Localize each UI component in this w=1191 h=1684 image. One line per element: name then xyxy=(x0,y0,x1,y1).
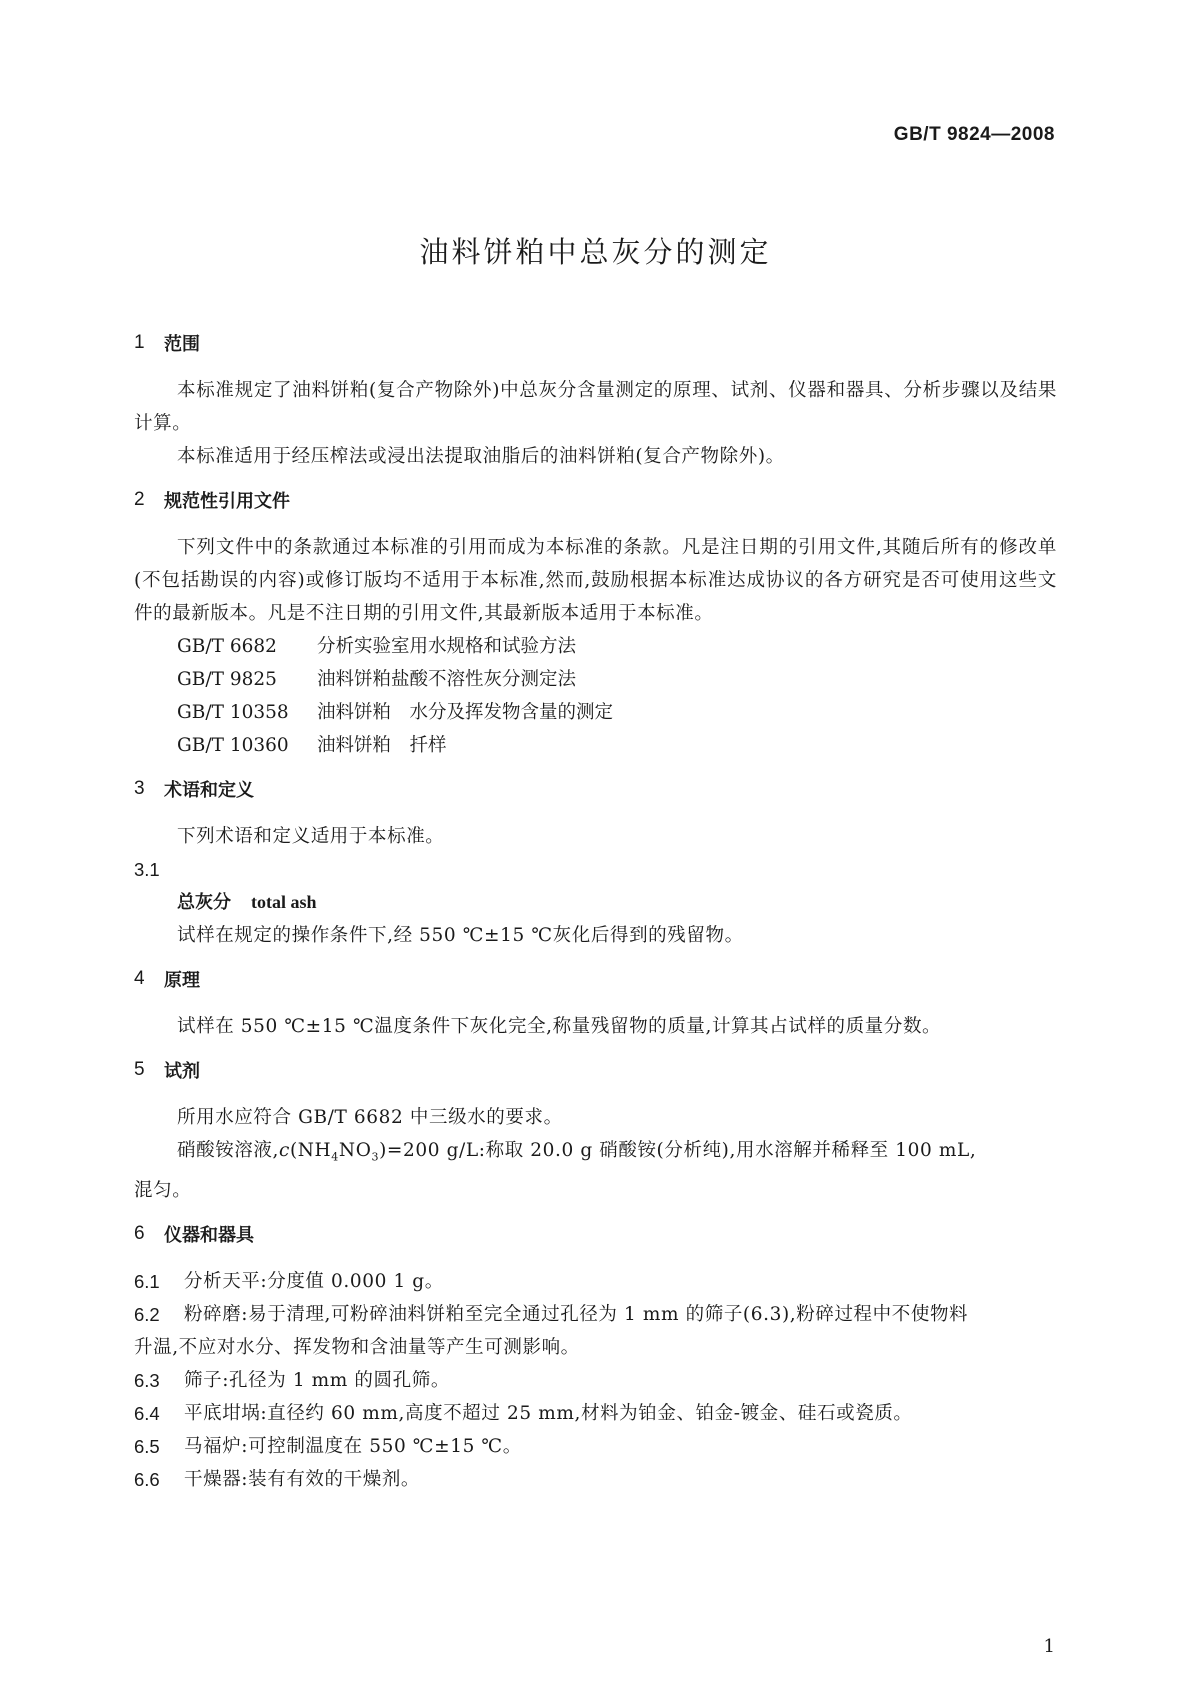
section-4-heading xyxy=(134,966,1057,992)
section-number: 2 xyxy=(134,489,145,510)
item-text: 粉碎磨:易于清理,可粉碎油料饼粕至完全通过孔径为 1 mm 的筛子(6.3),粉碎过程中不使物料 xyxy=(184,1303,969,1325)
paragraph: 本标准规定了油料饼粕(复合产物除外)中总灰分含量测定的原理、试剂、仪器和器具、分析步骤以及结果计算。 xyxy=(134,380,1057,434)
reference-code: GB/T 10358 xyxy=(177,702,289,723)
term-definition: 试样在规定的操作条件下,经 550 ℃±15 ℃灰化后得到的残留物。 xyxy=(177,925,744,946)
paragraph: 试样在 550 ℃±15 ℃温度条件下灰化完全,称量残留物的质量,计算其占试样的质量分数。 xyxy=(177,1016,942,1037)
item-number: 6.3 xyxy=(134,1369,160,1391)
reference-title: 油料饼粕盐酸不溶性灰分测定法 xyxy=(317,669,577,690)
subscript: 4 xyxy=(331,1150,339,1164)
section-title: 仪器和器具 xyxy=(164,1224,254,1246)
term-en: total ash xyxy=(251,892,317,912)
reference-code: GB/T 9825 xyxy=(177,669,277,690)
list-item xyxy=(134,1298,1057,1331)
page-number: 1 xyxy=(1043,1636,1055,1657)
text-run: 硝酸铵溶液, xyxy=(177,1140,279,1161)
text-run: NO xyxy=(338,1140,372,1161)
text-run: (NH xyxy=(289,1140,332,1161)
term-zh: 总灰分 xyxy=(177,892,231,913)
subscript: 3 xyxy=(371,1150,380,1164)
paragraph: 下列文件中的条款通过本标准的引用而成为本标准的条款。凡是注日期的引用文件,其随后所有的修改单(不包括勘误的内容)或修订版均不适用于本标准,然而,鼓励根据本标准达成协议的各方研究是否可使用这些文件的最新版本。凡是不注日期的引用文件,其最新版本适用于本标准。 xyxy=(134,537,1057,624)
paragraph: 下列术语和定义适用于本标准。 xyxy=(177,826,445,847)
section-2-heading xyxy=(134,487,1057,513)
page-title: 油料饼粕中总灰分的测定 xyxy=(419,235,772,269)
section-number: 3 xyxy=(134,778,145,799)
term-heading xyxy=(134,886,1057,919)
text-run: c xyxy=(278,1140,290,1161)
document-body xyxy=(134,330,1057,1496)
reference-code: GB/T 6682 xyxy=(177,636,277,657)
item-number: 6.2 xyxy=(134,1303,160,1325)
reference-item xyxy=(134,663,1057,696)
section-number: 4 xyxy=(134,968,145,989)
list-item xyxy=(134,1430,1057,1463)
reference-item xyxy=(134,630,1057,663)
item-text: 马福炉:可控制温度在 550 ℃±15 ℃。 xyxy=(184,1435,522,1457)
item-number: 6.6 xyxy=(134,1468,160,1490)
item-text: 分析天平:分度值 0.000 1 g。 xyxy=(184,1270,444,1292)
paragraph: 所用水应符合 GB/T 6682 中三级水的要求。 xyxy=(177,1107,563,1128)
section-title: 规范性引用文件 xyxy=(164,491,290,512)
reference-title: 油料饼粕 水分及挥发物含量的测定 xyxy=(317,702,614,723)
section-3-heading xyxy=(134,776,1057,802)
list-item xyxy=(134,1265,1057,1298)
item-text: 干燥器:装有有效的干燥剂。 xyxy=(184,1468,421,1490)
paragraph: 本标准适用于经压榨法或浸出法提取油脂后的油料饼粕(复合产物除外)。 xyxy=(177,446,785,467)
section-6-heading xyxy=(134,1221,1057,1247)
paragraph-continuation: 混匀。 xyxy=(134,1179,192,1201)
reference-code: GB/T 10360 xyxy=(177,735,289,756)
section-title: 范围 xyxy=(164,334,200,355)
reference-title: 油料饼粕 扦样 xyxy=(317,735,447,756)
section-title: 术语和定义 xyxy=(164,780,254,801)
list-item xyxy=(134,1397,1057,1430)
section-5-heading xyxy=(134,1057,1057,1083)
section-number: 6 xyxy=(134,1222,145,1244)
list-item xyxy=(134,1463,1057,1496)
section-number: 5 xyxy=(134,1059,145,1080)
reference-title: 分析实验室用水规格和试验方法 xyxy=(317,636,577,657)
item-text: 平底坩埚:直径约 60 mm,高度不超过 25 mm,材料为铂金、铂金-镀金、硅石或瓷质。 xyxy=(184,1402,913,1424)
term-number: 3.1 xyxy=(134,859,160,880)
section-title: 试剂 xyxy=(164,1061,200,1082)
item-continuation: 升温,不应对水分、挥发物和含油量等产生可测影响。 xyxy=(134,1336,580,1358)
reference-item xyxy=(134,729,1057,762)
paragraph xyxy=(134,1134,1057,1174)
section-1-heading xyxy=(134,330,1057,356)
text-run: )=200 g/L:称取 20.0 g 硝酸铵(分析纯),用水溶解并稀释至 100 mL, xyxy=(379,1140,977,1161)
standard-number: GB/T 9824—2008 xyxy=(893,124,1055,145)
section-number: 1 xyxy=(134,332,145,353)
reference-item xyxy=(134,696,1057,729)
item-number: 6.5 xyxy=(134,1435,160,1457)
item-text: 筛子:孔径为 1 mm 的圆孔筛。 xyxy=(184,1369,450,1391)
list-item xyxy=(134,1364,1057,1397)
item-number: 6.1 xyxy=(134,1270,160,1292)
section-title: 原理 xyxy=(164,970,200,991)
item-number: 6.4 xyxy=(134,1402,160,1424)
